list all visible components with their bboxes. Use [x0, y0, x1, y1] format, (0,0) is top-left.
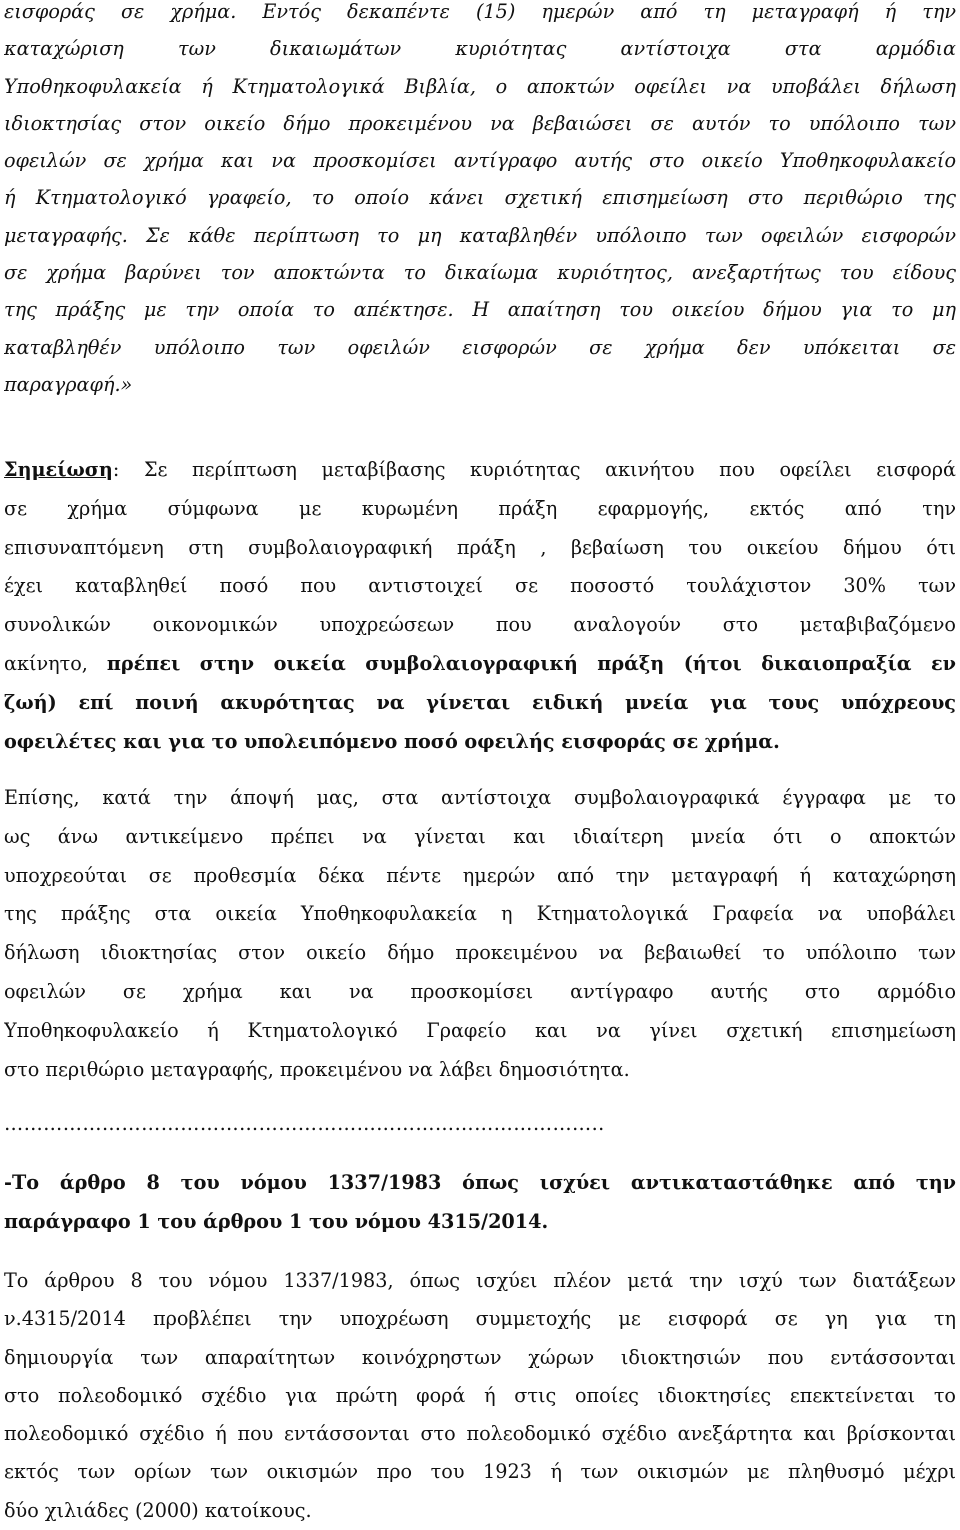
text-line: εκτός των ορίων των οικισμών προ του 1923 ή των οικισμών με πληθυσμό μέχρι — [4, 1460, 956, 1484]
text-line: στο περιθώριο μεταγραφής, προκειμένου να λάβει δημοσιότητα. — [4, 1057, 630, 1081]
text-line: επισυναπτόμενη στη συμβολαιογραφική πράξη , βεβαίωση του οικείου δήμου ότι — [4, 535, 956, 559]
section-heading — [4, 1164, 956, 1242]
text-line: της πράξης με την οποία το απέκτησε. Η απαίτηση του οικείου δήμου για το μη — [4, 298, 956, 322]
text-line: ν.4315/2014 προβλέπει την υποχρέωση συμμετοχής με εισφορά σε γη για τη — [4, 1307, 956, 1331]
dotted-separator: ……………………………………………………………………………….. — [4, 1112, 605, 1135]
text-line: ζωή) επί ποινή ακυρότητας να γίνεται ειδική μνεία για τους υπόχρεους — [4, 690, 956, 714]
text-line: σε χρήμα βαρύνει τον αποκτώντα το δικαίωμα κυριότητος, ανεξαρτήτως του είδους — [4, 261, 956, 285]
text-line: μεταγραφής. Σε κάθε περίπτωση το μη καταβληθέν υπόλοιπο των οφειλών εισφορών — [4, 223, 956, 247]
quoted-law-paragraph — [4, 0, 956, 403]
note-paragraph — [4, 451, 956, 761]
text-line: δημιουργία των απαραίτητων κοινόχρηστων χώρων ιδιοκτησιών που εντάσσονται — [4, 1345, 956, 1369]
text-line — [4, 451, 956, 490]
note-bold-text: πρέπει στην οικεία συμβολαιογραφική πράξη (ήτοι δικαιοπραξία εν — [106, 651, 956, 675]
text-line: πολεοδομικό σχέδιο ή που εντάσσονται στο πολεοδομικό σχέδιο ανεξάρτητα και βρίσκονται — [4, 1422, 956, 1446]
text-line: παράγραφο 1 του άρθρου 1 του νόμου 4315/2014. — [4, 1209, 549, 1233]
text-line: της πράξης στα οικεία Υποθηκοφυλακεία η Κτηματολογικά Γραφεία να υποβάλει — [4, 902, 956, 926]
text-line: Το άρθρου 8 του νόμου 1337/1983, όπως ισχύει πλέον μετά την ισχύ των διατάξεων — [4, 1269, 956, 1292]
note-label: Σημείωση — [4, 458, 113, 481]
text-line: οφειλέτες και για το υπολειπόμενο ποσό οφειλής εισφοράς σε χρήμα. — [4, 729, 780, 753]
text-line: καταχώριση των δικαιωμάτων κυριότητας αντίστοιχα στα αρμόδια — [4, 37, 956, 61]
text-line: Υποθηκοφυλακεία ή Κτηματολογικά Βιβλία, ο αποκτών οφείλει να υποβάλει δήλωση — [4, 74, 956, 98]
text-line: καταβληθέν υπόλοιπο των οφειλών εισφορών σε χρήμα δεν υπόκειται σε — [4, 335, 956, 359]
text-line — [4, 645, 956, 684]
text-line: έχει καταβληθεί ποσό που αντιστοιχεί σε ποσοστό τουλάχιστον 30% των — [4, 574, 956, 598]
text-line: οφειλών σε χρήμα και να προσκομίσει αντίγραφο αυτής στο οικείο Υποθηκοφυλακείο — [4, 149, 956, 173]
text-line: συνολικών οικονομικών υποχρεώσεων που αναλογούν στο μεταβιβαζόμενο — [4, 613, 956, 637]
text-line: οφειλών σε χρήμα και να προσκομίσει αντίγραφο αυτής στο αρμόδιο — [4, 979, 956, 1003]
text-line: Επίσης, κατά την άποψή μας, στα αντίστοιχα συμβολαιογραφικά έγγραφα με το — [4, 786, 956, 809]
text-line: στο πολεοδομικό σχέδιο για πρώτη φορά ή στις οποίες ιδιοκτησίες επεκτείνεται το — [4, 1383, 956, 1407]
text-line: ως άνω αντικείμενο πρέπει να γίνεται και ιδιαίτερη μνεία ότι ο αποκτών — [4, 824, 956, 848]
text-line: ιδιοκτησίας στον οικείο δήμο προκειμένου να βεβαιώσει σε αυτόν το υπόλοιπο των — [4, 111, 956, 135]
text-line: σε χρήμα σύμφωνα με κυρωμένη πράξη εφαρμογής, εκτός από την — [4, 496, 956, 520]
text-line: εισφοράς σε χρήμα. Εντός δεκαπέντε (15) ημερών από τη μεταγραφή ή την — [4, 0, 956, 23]
note-text: ακίνητο, — [4, 651, 107, 675]
text-line: υποχρεούται σε προθεσμία δέκα πέντε ημερών από την μεταγραφή ή καταχώρηση — [4, 863, 956, 887]
article-8-paragraph — [4, 1262, 956, 1530]
text-line: Υποθηκοφυλακείο ή Κτηματολογικό Γραφείο και να γίνει σχετική επισημείωση — [4, 1018, 956, 1042]
text-line: παραγραφή.» — [4, 372, 133, 396]
text-line: δύο χιλιάδες (2000) κατοίκους. — [4, 1498, 312, 1522]
text-line: δήλωση ιδιοκτησίας στον οικείο δήμο προκειμένου να βεβαιωθεί το υπόλοιπο των — [4, 941, 956, 965]
opinion-paragraph — [4, 779, 956, 1089]
text-line: ή Κτηματολογικό γραφείο, το οποίο κάνει σχετική επισημείωση στο περιθώριο της — [4, 186, 956, 210]
text-line: -Το άρθρο 8 του νόμου 1337/1983 όπως ισχύει αντικαταστάθηκε από την — [4, 1171, 956, 1194]
note-text: : Σε περίπτωση μεταβίβασης κυριότητας ακινήτου που οφείλει εισφορά — [112, 458, 956, 481]
